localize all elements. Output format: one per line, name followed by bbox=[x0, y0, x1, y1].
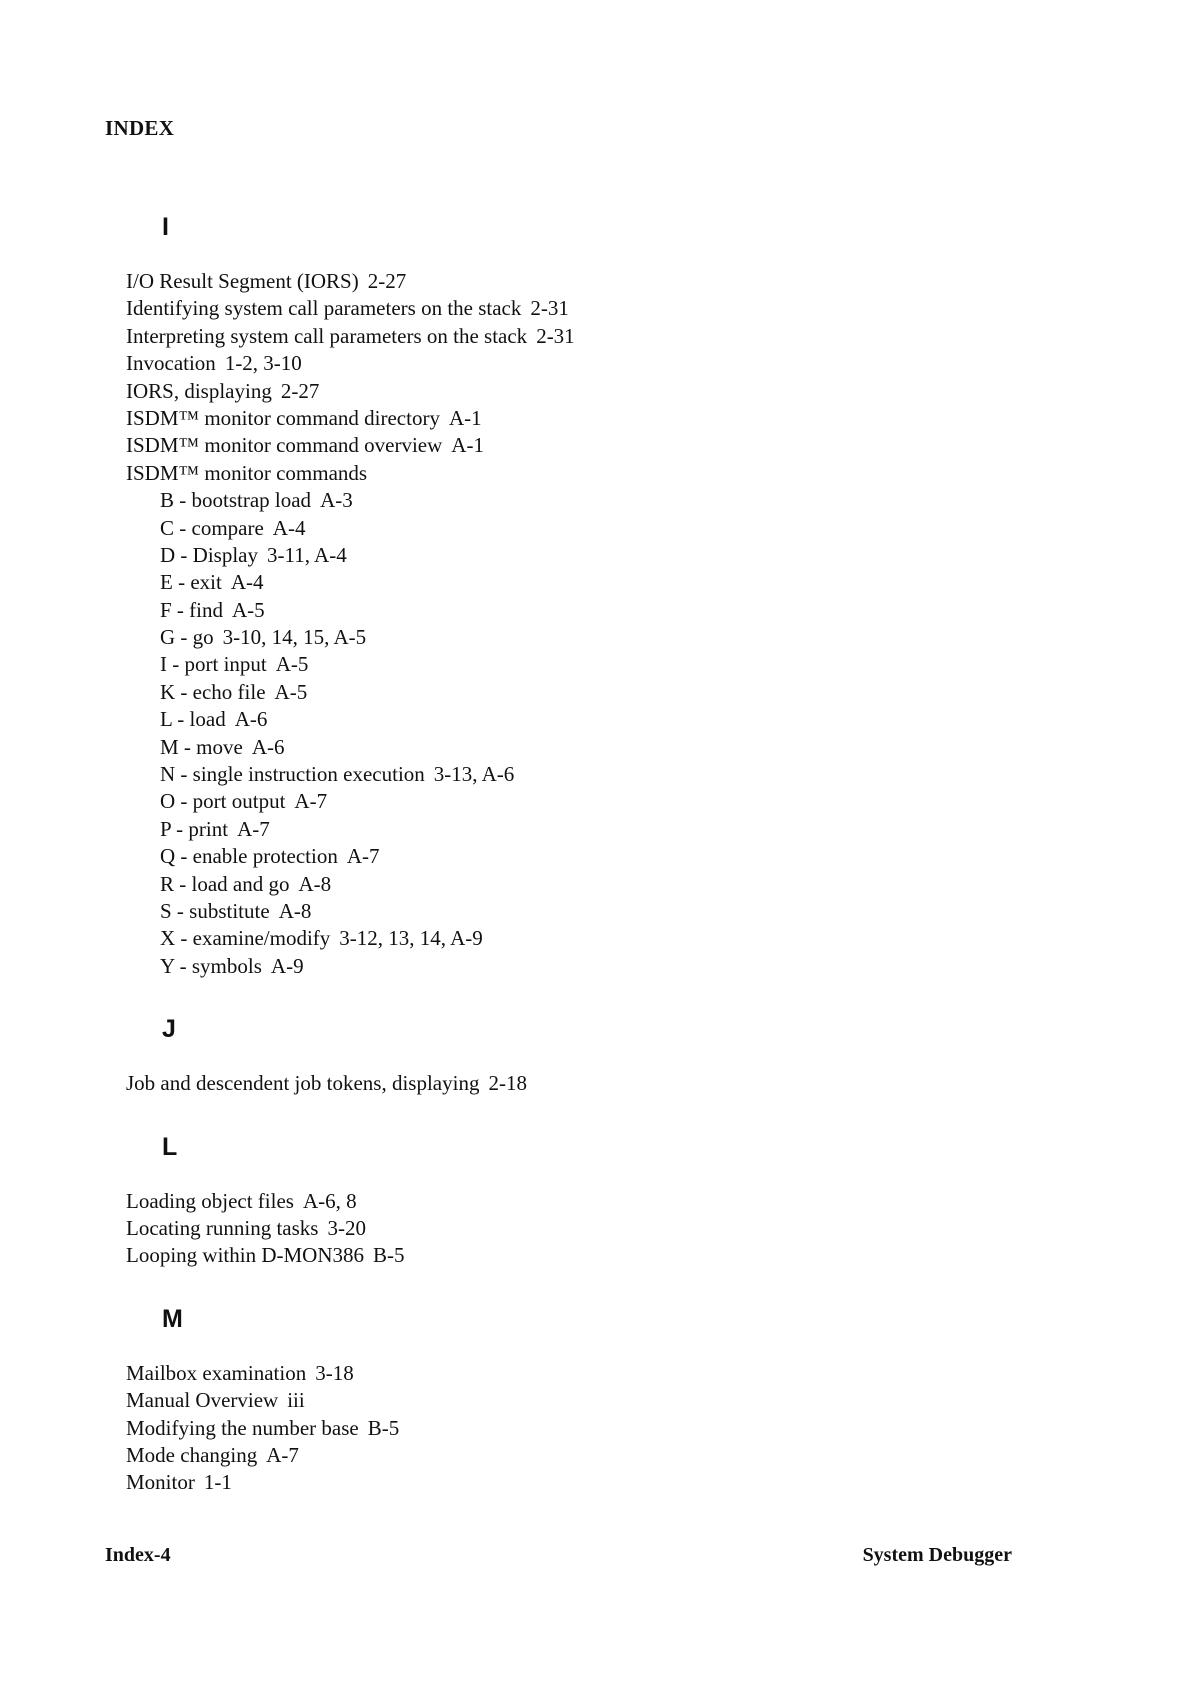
index-page-ref: A-8 bbox=[278, 898, 312, 923]
index-section bbox=[126, 1132, 1026, 1270]
index-subentry bbox=[126, 898, 1026, 925]
index-page-ref: A-6 bbox=[234, 707, 268, 732]
index-page-ref: B-5 bbox=[367, 1415, 400, 1440]
index-section bbox=[126, 1014, 1026, 1097]
index-term: Monitor bbox=[126, 1470, 195, 1495]
index-page-ref: 2-18 bbox=[488, 1071, 527, 1096]
index-page-ref: 3-13, A-6 bbox=[433, 762, 515, 787]
index-page-ref: A-4 bbox=[272, 515, 306, 540]
index-entry bbox=[126, 295, 1026, 322]
index-term: Job and descendent job tokens, displaying bbox=[126, 1071, 480, 1096]
index-entry bbox=[126, 1415, 1026, 1442]
index-subentry bbox=[126, 788, 1026, 815]
index-term: X - examine/modify bbox=[160, 926, 331, 951]
index-term: Y - symbols bbox=[160, 953, 262, 978]
index-term: Locating running tasks bbox=[126, 1215, 319, 1240]
index-page-ref: 3-10, 14, 15, A-5 bbox=[222, 625, 367, 650]
index-term: M - move bbox=[160, 734, 243, 759]
index-term: Loading object files bbox=[126, 1188, 294, 1213]
section-letter-heading: J bbox=[162, 1015, 176, 1044]
index-page-ref: A-7 bbox=[266, 1442, 299, 1467]
index-page-ref: A-4 bbox=[230, 570, 264, 595]
index-term: N - single instruction execution bbox=[160, 762, 425, 787]
index-term: P - print bbox=[160, 816, 229, 841]
index-page-ref: A-7 bbox=[346, 844, 380, 869]
index-entry bbox=[126, 1215, 1026, 1242]
index-entry bbox=[126, 1070, 1026, 1097]
index-term: Mode changing bbox=[126, 1442, 258, 1467]
section-letter-heading: I bbox=[162, 213, 169, 241]
index-page-ref: iii bbox=[287, 1388, 305, 1413]
index-page-ref: 2-31 bbox=[536, 323, 575, 348]
index-entry bbox=[126, 460, 1026, 487]
index-term: O - port output bbox=[160, 789, 286, 814]
index-term: I/O Result Segment (IORS) bbox=[126, 269, 359, 293]
index-body bbox=[126, 212, 1026, 1531]
index-term: F - find bbox=[160, 597, 223, 622]
index-term: I - port input bbox=[160, 652, 267, 677]
section-letter-heading: L bbox=[162, 1132, 178, 1161]
index-subentry bbox=[126, 624, 1026, 651]
index-entry bbox=[126, 323, 1026, 350]
footer-page-number: Index-4 bbox=[105, 1544, 171, 1566]
index-term: B - bootstrap load bbox=[160, 488, 312, 513]
index-term: Identifying system call parameters on the stack bbox=[126, 296, 522, 321]
index-page-ref: 2-27 bbox=[280, 378, 320, 403]
index-page-ref: 3-11, A-4 bbox=[267, 542, 347, 567]
index-term: Interpreting system call parameters on the stack bbox=[126, 323, 528, 348]
index-subentry bbox=[126, 843, 1026, 870]
index-page-ref: 2-27 bbox=[367, 269, 407, 293]
index-subentry bbox=[126, 679, 1026, 706]
footer-book-title: System Debugger bbox=[862, 1544, 1012, 1566]
index-term: ISDM™ monitor command overview bbox=[126, 433, 443, 458]
section-letter-heading: M bbox=[162, 1304, 183, 1333]
index-subentry bbox=[126, 734, 1026, 761]
index-page-ref: A-7 bbox=[294, 789, 328, 814]
index-page-ref: B-5 bbox=[373, 1243, 405, 1268]
index-term: Q - enable protection bbox=[160, 844, 338, 869]
index-page-ref: 1-1 bbox=[203, 1470, 232, 1495]
index-entry bbox=[126, 268, 1026, 295]
index-page-ref: A-6, 8 bbox=[302, 1188, 357, 1213]
index-term: E - exit bbox=[160, 570, 222, 595]
index-entry bbox=[126, 432, 1026, 459]
index-subentry bbox=[126, 542, 1026, 569]
index-page-ref: A-9 bbox=[270, 953, 304, 978]
index-term: IORS, displaying bbox=[126, 378, 272, 403]
index-page-ref: A-5 bbox=[274, 679, 308, 704]
index-entry bbox=[126, 1442, 1026, 1469]
index-term: L - load bbox=[160, 707, 226, 732]
index-page-ref: 2-31 bbox=[530, 296, 569, 321]
index-subentry bbox=[126, 925, 1026, 952]
index-term: Modifying the number base bbox=[126, 1415, 359, 1440]
index-term: S - substitute bbox=[160, 898, 270, 923]
page-title: INDEX bbox=[105, 116, 175, 140]
index-page-ref: A-8 bbox=[298, 871, 332, 896]
index-page-ref: A-6 bbox=[251, 734, 285, 759]
index-term: Invocation bbox=[126, 351, 216, 376]
index-page-ref: A-7 bbox=[237, 816, 270, 841]
index-page-ref: A-5 bbox=[232, 597, 265, 622]
index-subentry bbox=[126, 597, 1026, 624]
index-entry bbox=[126, 1469, 1026, 1496]
index-subentry bbox=[126, 761, 1026, 788]
index-term: G - go bbox=[160, 625, 214, 650]
index-subentry bbox=[126, 953, 1026, 980]
index-section bbox=[126, 212, 1026, 980]
index-entry bbox=[126, 378, 1026, 405]
index-page-ref: A-1 bbox=[451, 433, 484, 458]
index-entry bbox=[126, 1188, 1026, 1215]
index-term: Manual Overview bbox=[126, 1388, 279, 1413]
index-page-ref: 3-12, 13, 14, A-9 bbox=[339, 926, 483, 951]
index-term: Looping within D-MON386 bbox=[126, 1243, 364, 1268]
index-page-ref: A-1 bbox=[448, 405, 482, 430]
index-page-ref: A-5 bbox=[275, 652, 309, 677]
index-page-ref: 3-20 bbox=[327, 1215, 366, 1240]
index-page-ref: A-3 bbox=[320, 488, 353, 513]
index-term: ISDM™ monitor commands bbox=[126, 460, 368, 485]
index-entry bbox=[126, 1242, 1026, 1269]
index-term: D - Display bbox=[160, 542, 258, 567]
index-subentry bbox=[126, 487, 1026, 514]
index-term: K - echo file bbox=[160, 679, 266, 704]
index-entry bbox=[126, 1360, 1026, 1387]
index-term: R - load and go bbox=[160, 871, 290, 896]
index-page-ref: 3-18 bbox=[315, 1360, 354, 1385]
index-subentry bbox=[126, 515, 1026, 542]
index-term: Mailbox examination bbox=[126, 1360, 307, 1385]
index-term: ISDM™ monitor command directory bbox=[126, 405, 440, 430]
index-term: C - compare bbox=[160, 515, 264, 540]
index-subentry bbox=[126, 706, 1026, 733]
index-subentry bbox=[126, 871, 1026, 898]
index-subentry bbox=[126, 569, 1026, 596]
index-subentry bbox=[126, 651, 1026, 678]
index-entry bbox=[126, 350, 1026, 377]
index-section bbox=[126, 1304, 1026, 1497]
index-entry bbox=[126, 405, 1026, 432]
index-page-ref: 1-2, 3-10 bbox=[224, 351, 302, 376]
index-entry bbox=[126, 1387, 1026, 1414]
index-subentry bbox=[126, 816, 1026, 843]
